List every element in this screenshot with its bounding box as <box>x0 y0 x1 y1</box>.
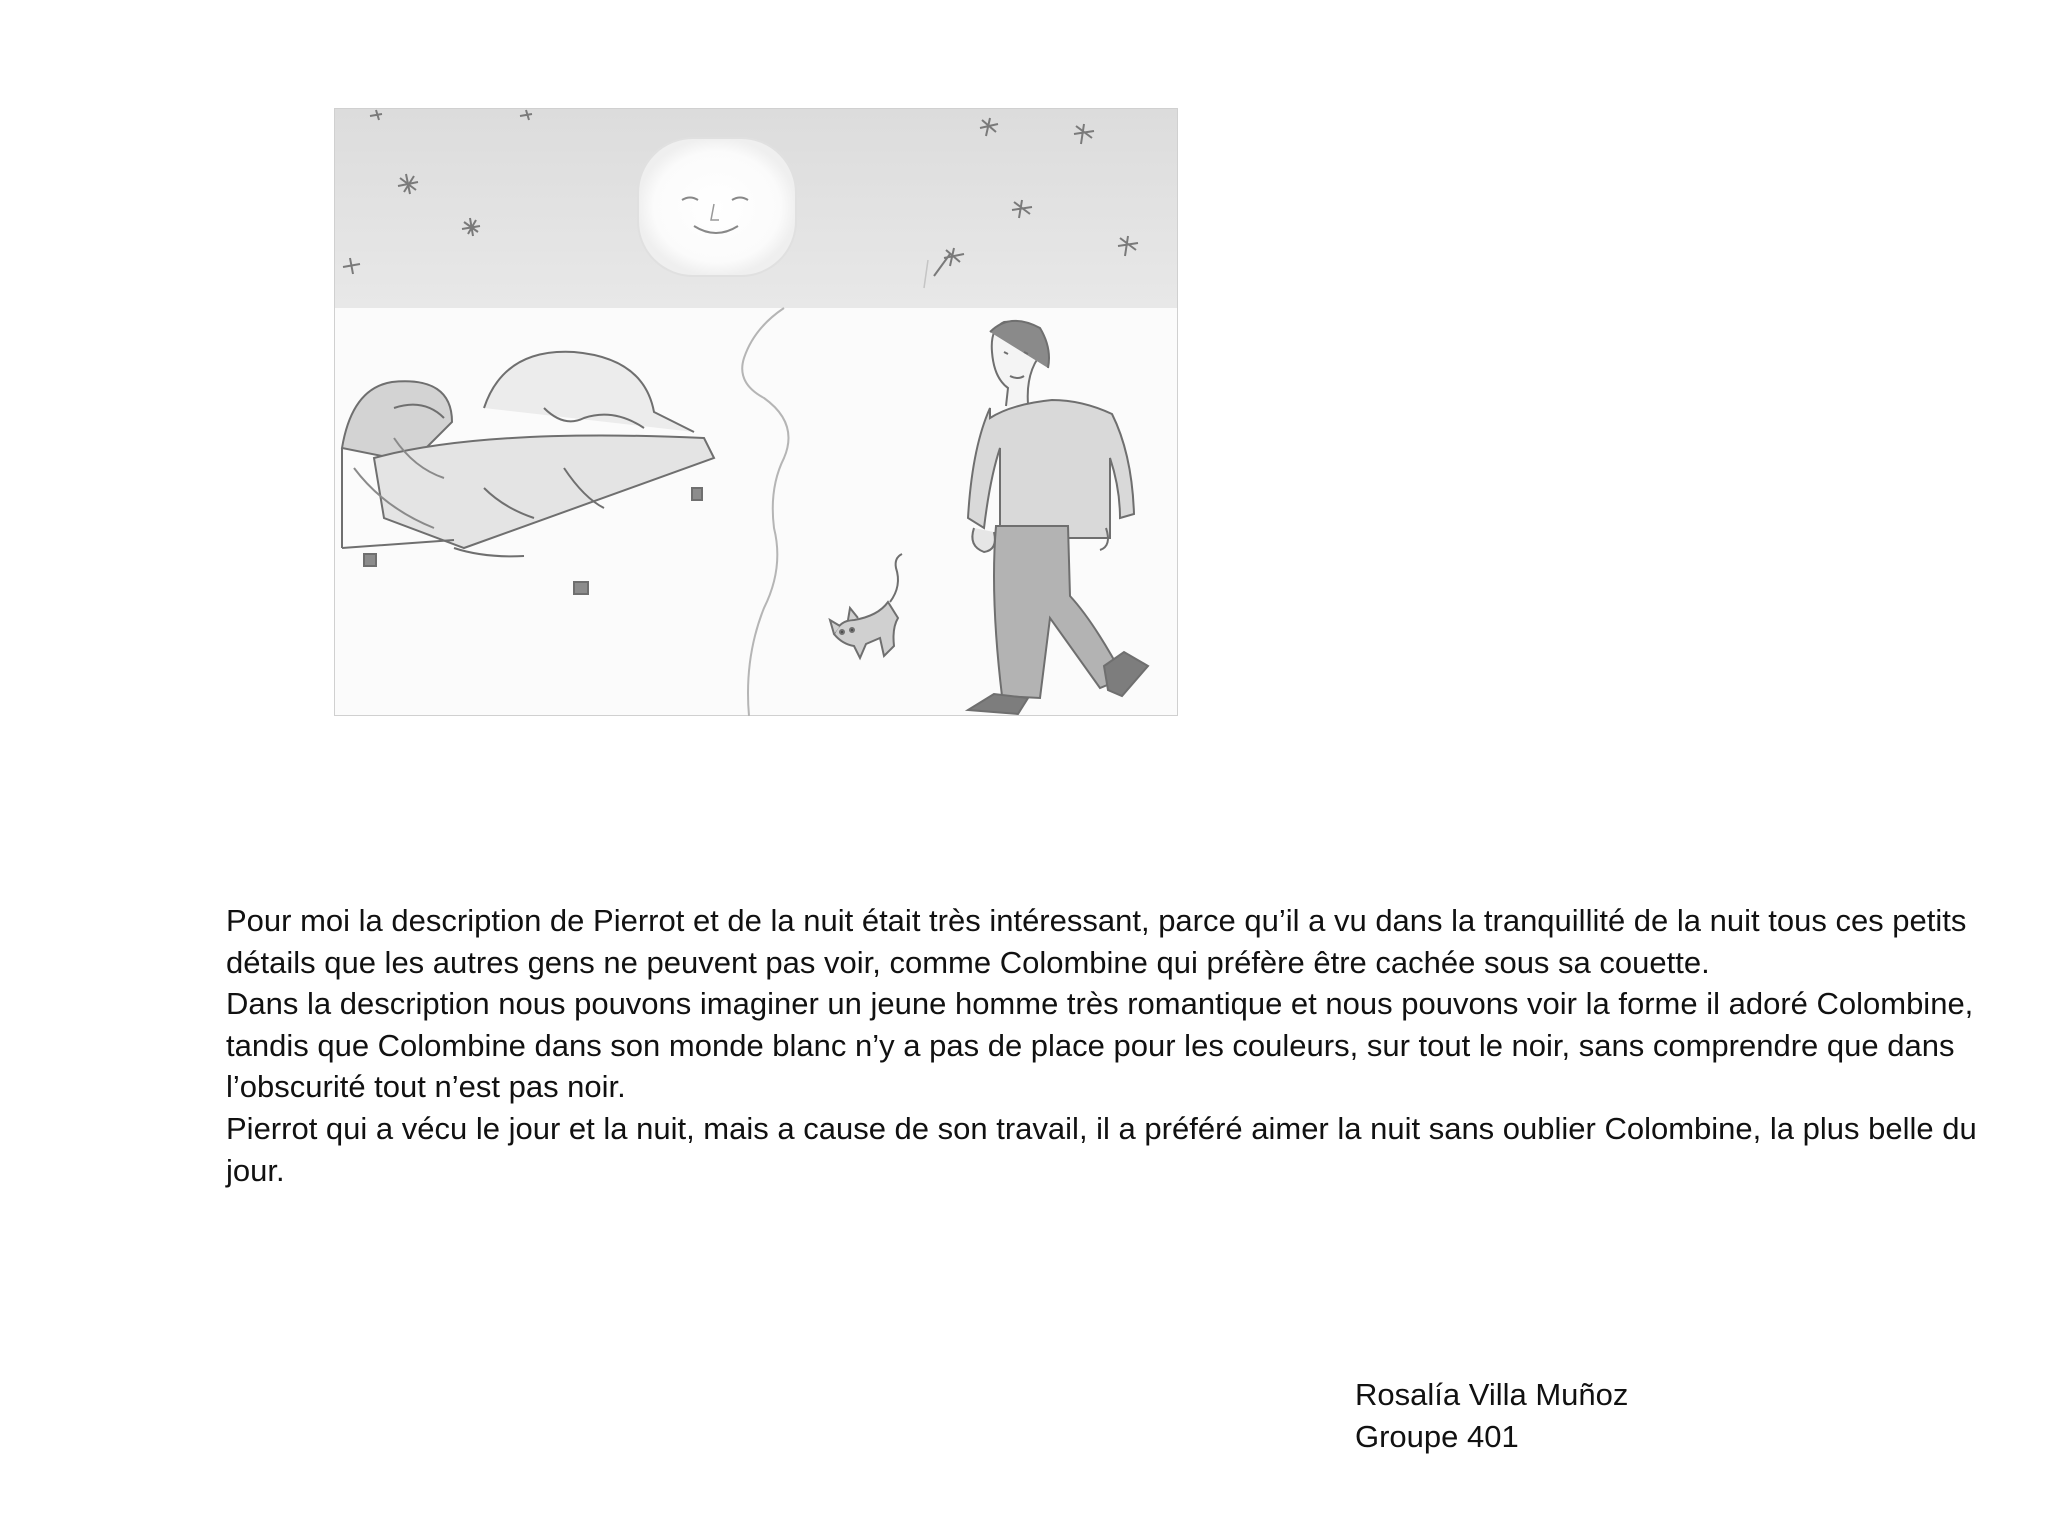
essay-text <box>226 900 1986 1191</box>
signature-block <box>1355 1374 1628 1458</box>
group-label: Groupe 401 <box>1355 1419 1519 1454</box>
essay-paragraph-3: Pierrot qui a vécu le jour et la nuit, mais a cause de son travail, il a préféré aimer la nuit sans oublier Colombine, la plus belle du jour. <box>226 1110 1977 1188</box>
essay-paragraph-1: Pour moi la description de Pierrot et de la nuit était très intéressant, parce qu’il a vu dans la tranquillité de la nuit tous ces petits détails que les autres gens ne peuvent pas voir, comme Colombine qui préfère être cachée sous sa couette. <box>226 903 1967 980</box>
essay-paragraph-2: Dans la description nous pouvons imaginer un jeune homme très romantique et nous pouvons voir la forme il adoré Colombine, tandis que Colombine dans son monde blanc n’y a pas de place pour les couleurs, sur tout le noir, sans comprendre que dans l’obscurité tout n’est pas noir. <box>226 986 1974 1105</box>
smiling-moon-icon <box>638 138 796 276</box>
drawing-canvas <box>334 108 1178 716</box>
author-name: Rosalía Villa Muñoz <box>1355 1377 1629 1412</box>
pencil-drawing-illustration <box>334 108 1178 716</box>
